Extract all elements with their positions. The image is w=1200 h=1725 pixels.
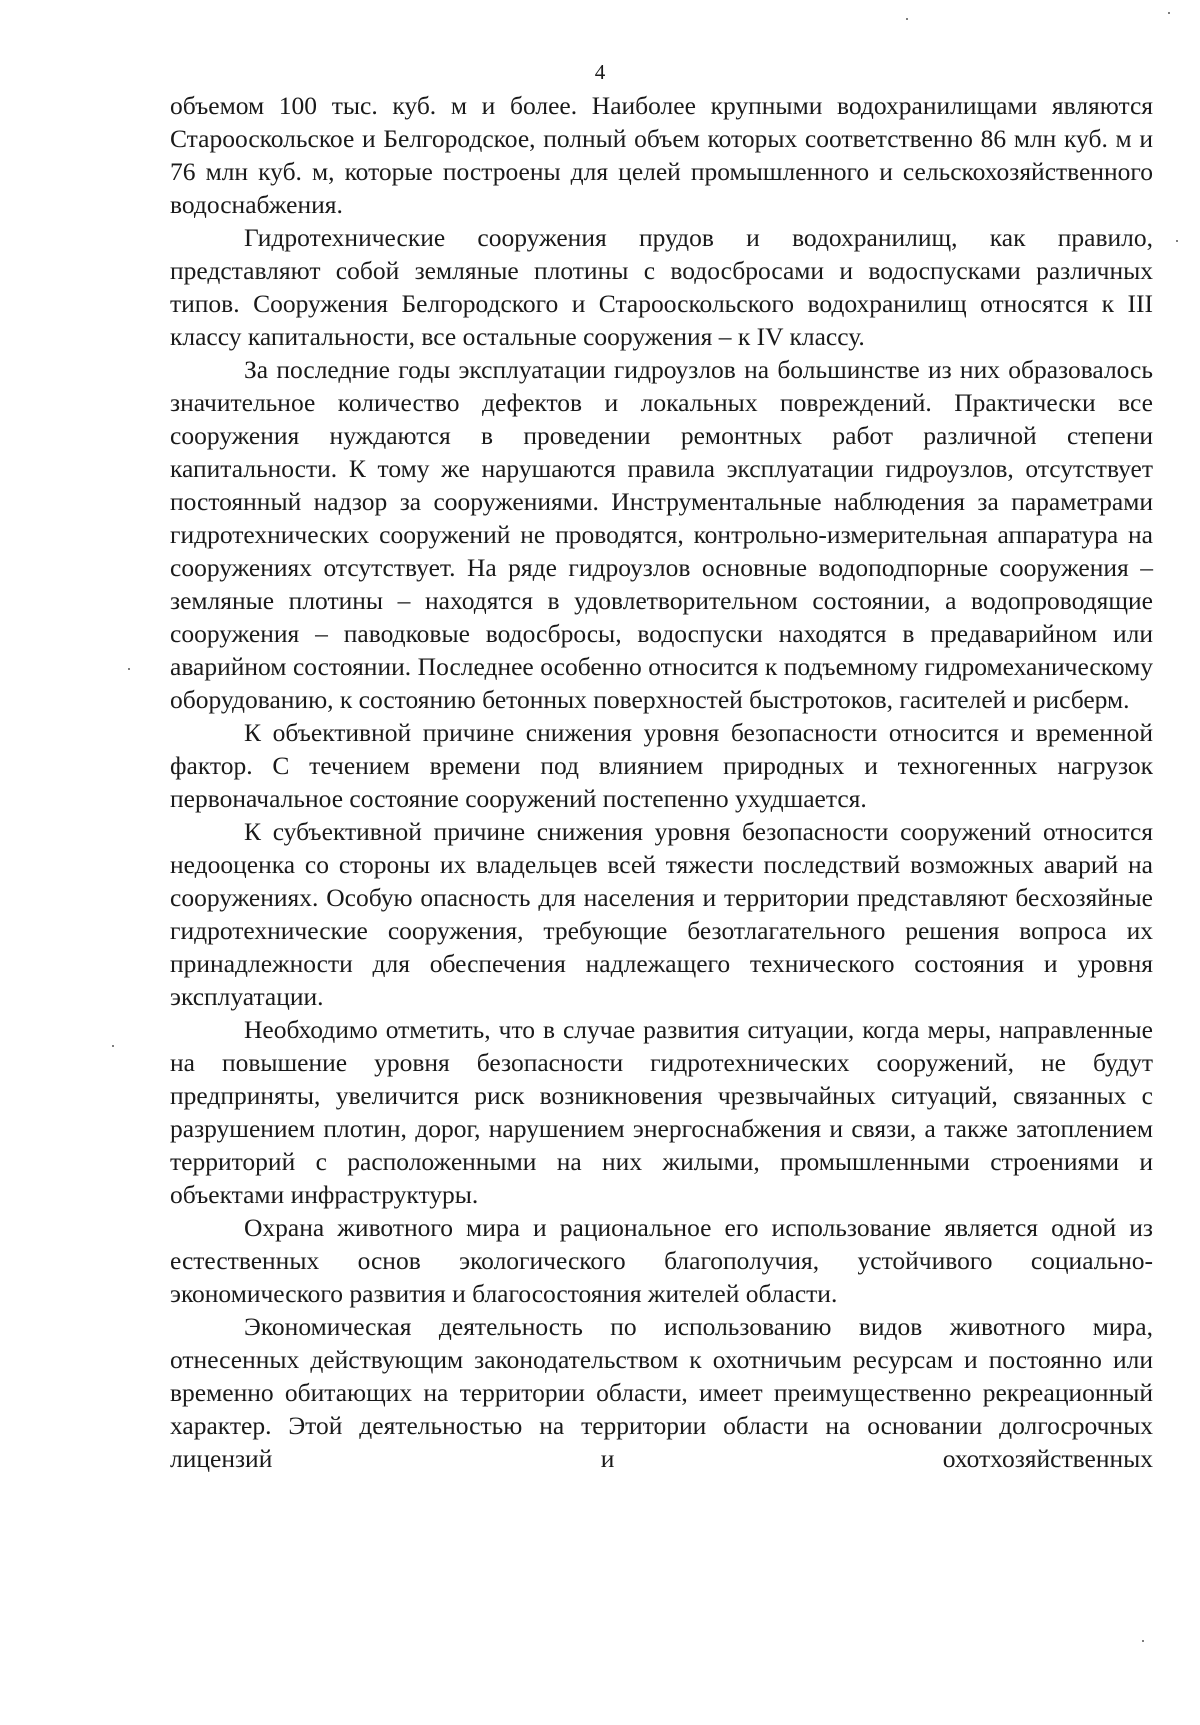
paragraph-hydraulic-structures: Гидротехнические сооружения прудов и водохранилищ, как правило, представляют собой земляные плотины с водосбросами и водоспусками различных типов. Сооружения Белгородского и Старооскольского водохранилищ относятся к III классу капитальности, все остальные сооружения – к IV классу. (170, 223, 1153, 351)
paragraph-wildlife-protection: Охрана животного мира и рациональное его использование является одной из естественных основ экологического благополучия, устойчивого социально-экономического развития и благосостояния жителей области. (170, 1213, 1153, 1308)
paragraph-reservoirs-volume: объемом 100 тыс. куб. м и более. Наиболее крупными водохранилищами являются Старооскольское и Белгородское, полный объем которых соответственно 86 млн куб. м и 76 млн куб. м, которые построены для целей промышленного и сельскохозяйственного водоснабжения. (170, 91, 1153, 219)
paragraph-objective-cause: К объективной причине снижения уровня безопасности относится и временной фактор. С течением времени под влиянием природных и техногенных нагрузок первоначальное состояние сооружений постепенно ухудшается. (170, 718, 1153, 813)
scan-speck (1142, 1640, 1144, 1642)
scan-speck (1176, 240, 1178, 242)
scan-speck (906, 18, 908, 20)
paragraph-defects-and-damage: За последние годы эксплуатации гидроузлов на большинстве из них образовалось значительное количество дефектов и локальных повреждений. Практически все сооружения нуждаются в проведении ремонтных работ различной степени капитальности. К тому же нарушаются правила эксплуатации гидроузлов, отсутствует постоянный надзор за сооружениями. Инструментальные наблюдения за параметрами гидротехнических сооружений не проводятся, контрольно-измерительная аппаратура на сооружениях отсутствует. На ряде гидроузлов основные водоподпорные сооружения – земляные плотины – находятся в удовлетворительном состоянии, а водопроводящие сооружения – паводковые водосбросы, водоспуски находятся в предаварийном или аварийном состоянии. Последнее особенно относится к подъемному гидромеханическому оборудованию, к состоянию бетонных поверхностей быстротоков, гасителей и рисберм. (170, 355, 1153, 714)
scan-speck (128, 668, 130, 670)
paragraph-hunting-activity: Экономическая деятельность по использованию видов животного мира, отнесенных действующим законодательством к охотничьим ресурсам и постоянно или временно обитающих на территории области, имеет преимущественно рекреационный характер. Этой деятельностью на территории области на основании долгосрочных лицензий и охотхозяйственных (170, 1312, 1153, 1473)
paragraph-emergency-risk: Необходимо отметить, что в случае развития ситуации, когда меры, направленные на повышение уровня безопасности гидротехнических сооружений, не будут предприняты, увеличится риск возникновения чрезвычайных ситуаций, связанных с разрушением плотин, дорог, нарушением энергоснабжения и связи, а также затоплением территорий с расположенными на них жилыми, промышленными строениями и объектами инфраструктуры. (170, 1015, 1153, 1209)
scan-speck (1168, 12, 1170, 14)
paragraph-subjective-cause: К субъективной причине снижения уровня безопасности сооружений относится недооценка со стороны их владельцев всей тяжести последствий возможных аварий на сооружениях. Особую опасность для населения и территории представляют бесхозяйные гидротехнические сооружения, требующие безотлагательного решения вопроса их принадлежности для обеспечения надлежащего технического состояния и уровня эксплуатации. (170, 817, 1153, 1011)
scan-speck (112, 1045, 114, 1047)
document-body (170, 89, 1153, 1475)
page-number: 4 (594, 60, 606, 84)
